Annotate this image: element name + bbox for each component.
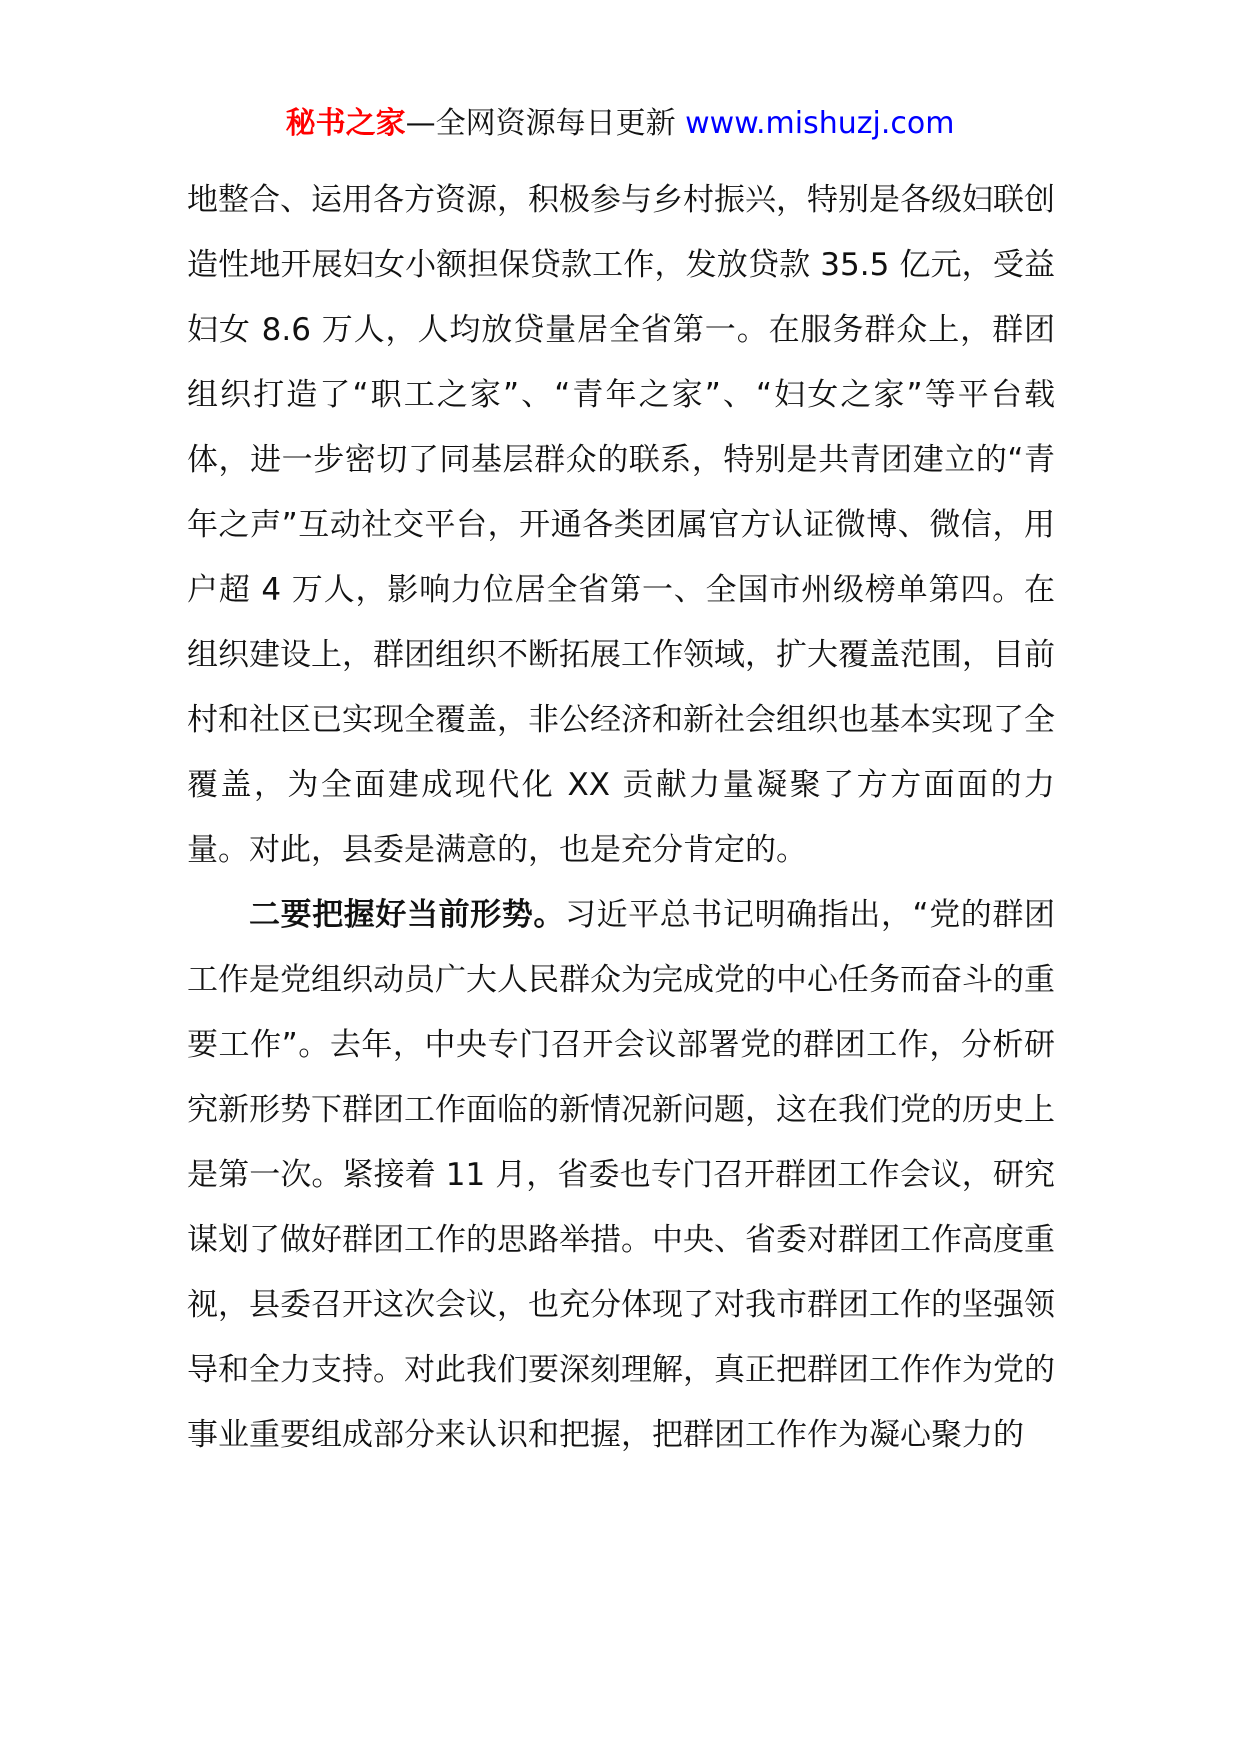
document-body (187, 168, 1055, 1468)
paragraph-lead-heading: 二要把握好当前形势。 (249, 897, 565, 933)
page-header (0, 104, 1240, 144)
brand-name: 秘书之家 (285, 106, 406, 141)
paragraph-body-text: 习近平总书记明确指出，“党的群团工作是党组织动员广大人民群众为完成党的中心任务而奋斗的重要工作”。去年，中央专门召开会议部署党的群团工作，分析研究新形势下群团工作面临的新情况新问题，这在我们党的历史上是第一次。紧接着 11 月，省委也专门召开群团工作会议，研究谋划了做好群团工作的思路举措。中央、省委对群团工作高度重视，县委召开这次会议，也充分体现了对我市群团工作的坚强领导和全力支持。对此我们要深刻理解，真正把群团工作作为党的事业重要组成部分来认识和把握，把群团工作作为凝心聚力的 (187, 897, 1056, 1453)
paragraph-current-situation (187, 883, 1055, 1468)
paragraph-continuation: 地整合、运用各方资源，积极参与乡村振兴，特别是各级妇联创造性地开展妇女小额担保贷款工作，发放贷款 35.5 亿元，受益妇女 8.6 万人，人均放贷量居全省第一。在服务群众上，群团组织打造了“职工之家”、“青年之家”、“妇女之家”等平台载体，进一步密切了同基层群众的联系，特别是共青团建立的“青年之声”互动社交平台，开通各类团属官方认证微博、微信，用户超 4 万人，影响力位居全省第一、全国市州级榜单第四。在组织建设上，群团组织不断拓展工作领域，扩大覆盖范围，目前村和社区已实现全覆盖，非公经济和新社会组织也基本实现了全覆盖，为全面建成现代化 XX 贡献力量凝聚了方方面面的力量。对此，县委是满意的，也是充分肯定的。 (187, 182, 1055, 868)
header-tagline: —全网资源每日更新 (405, 106, 686, 141)
website-link[interactable]: www.mishuzj.com (685, 106, 955, 141)
